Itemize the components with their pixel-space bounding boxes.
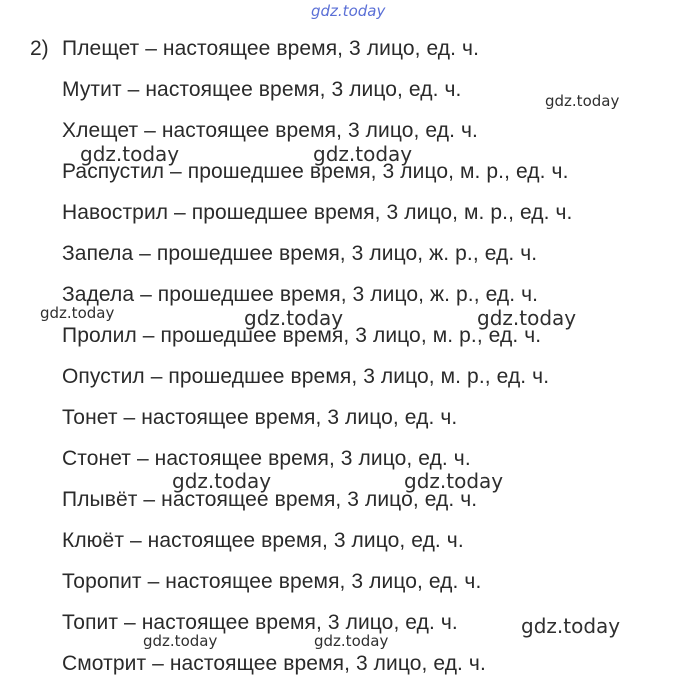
watermark: gdz.today	[404, 469, 504, 493]
watermark: gdz.today	[40, 304, 115, 322]
answer-line-11: Стонет – настоящее время, 3 лицо, ед. ч.	[62, 447, 471, 470]
watermark: gdz.today	[143, 632, 218, 650]
answer-line-3: Хлещет – настоящее время, 3 лицо, ед. ч.	[62, 119, 478, 142]
watermark: gdz.today	[314, 632, 389, 650]
watermark: gdz.today	[545, 92, 620, 110]
watermark-top: gdz.today	[311, 2, 386, 20]
answer-line-15: Топит – настоящее время, 3 лицо, ед. ч.	[62, 611, 458, 634]
answer-line-14: Торопит – настоящее время, 3 лицо, ед. ч.	[62, 570, 482, 593]
watermark: gdz.today	[80, 142, 180, 166]
answer-line-6: Запела – прошедшее время, 3 лицо, ж. р., ед. ч.	[62, 242, 538, 265]
answer-line-7: Задела – прошедшее время, 3 лицо, ж. р., ед. ч.	[62, 283, 539, 306]
answer-line-8: Пролил – прошедшее время, 3 лицо, м. р., ед. ч.	[62, 324, 542, 347]
answer-line-10: Тонет – настоящее время, 3 лицо, ед. ч.	[62, 406, 458, 429]
task-number: 2)	[30, 37, 49, 60]
answer-line-5: Навострил – прошедшее время, 3 лицо, м. р., ед. ч.	[62, 201, 573, 224]
answer-line-1: Плещет – настоящее время, 3 лицо, ед. ч.	[62, 37, 480, 60]
watermark: gdz.today	[244, 306, 344, 330]
answer-line-13: Клюёт – настоящее время, 3 лицо, ед. ч.	[62, 529, 464, 552]
watermark: gdz.today	[172, 469, 272, 493]
watermark: gdz.today	[477, 306, 577, 330]
answer-line-2: Мутит – настоящее время, 3 лицо, ед. ч.	[62, 78, 462, 101]
watermark: gdz.today	[313, 142, 413, 166]
answer-line-16: Смотрит – настоящее время, 3 лицо, ед. ч.	[62, 652, 486, 675]
answer-line-4: Распустил – прошедшее время, 3 лицо, м. р., ед. ч.	[62, 160, 569, 183]
watermark: gdz.today	[521, 614, 621, 638]
answer-line-12: Плывёт – настоящее время, 3 лицо, ед. ч.	[62, 488, 478, 511]
answer-line-9: Опустил – прошедшее время, 3 лицо, м. р., ед. ч.	[62, 365, 550, 388]
